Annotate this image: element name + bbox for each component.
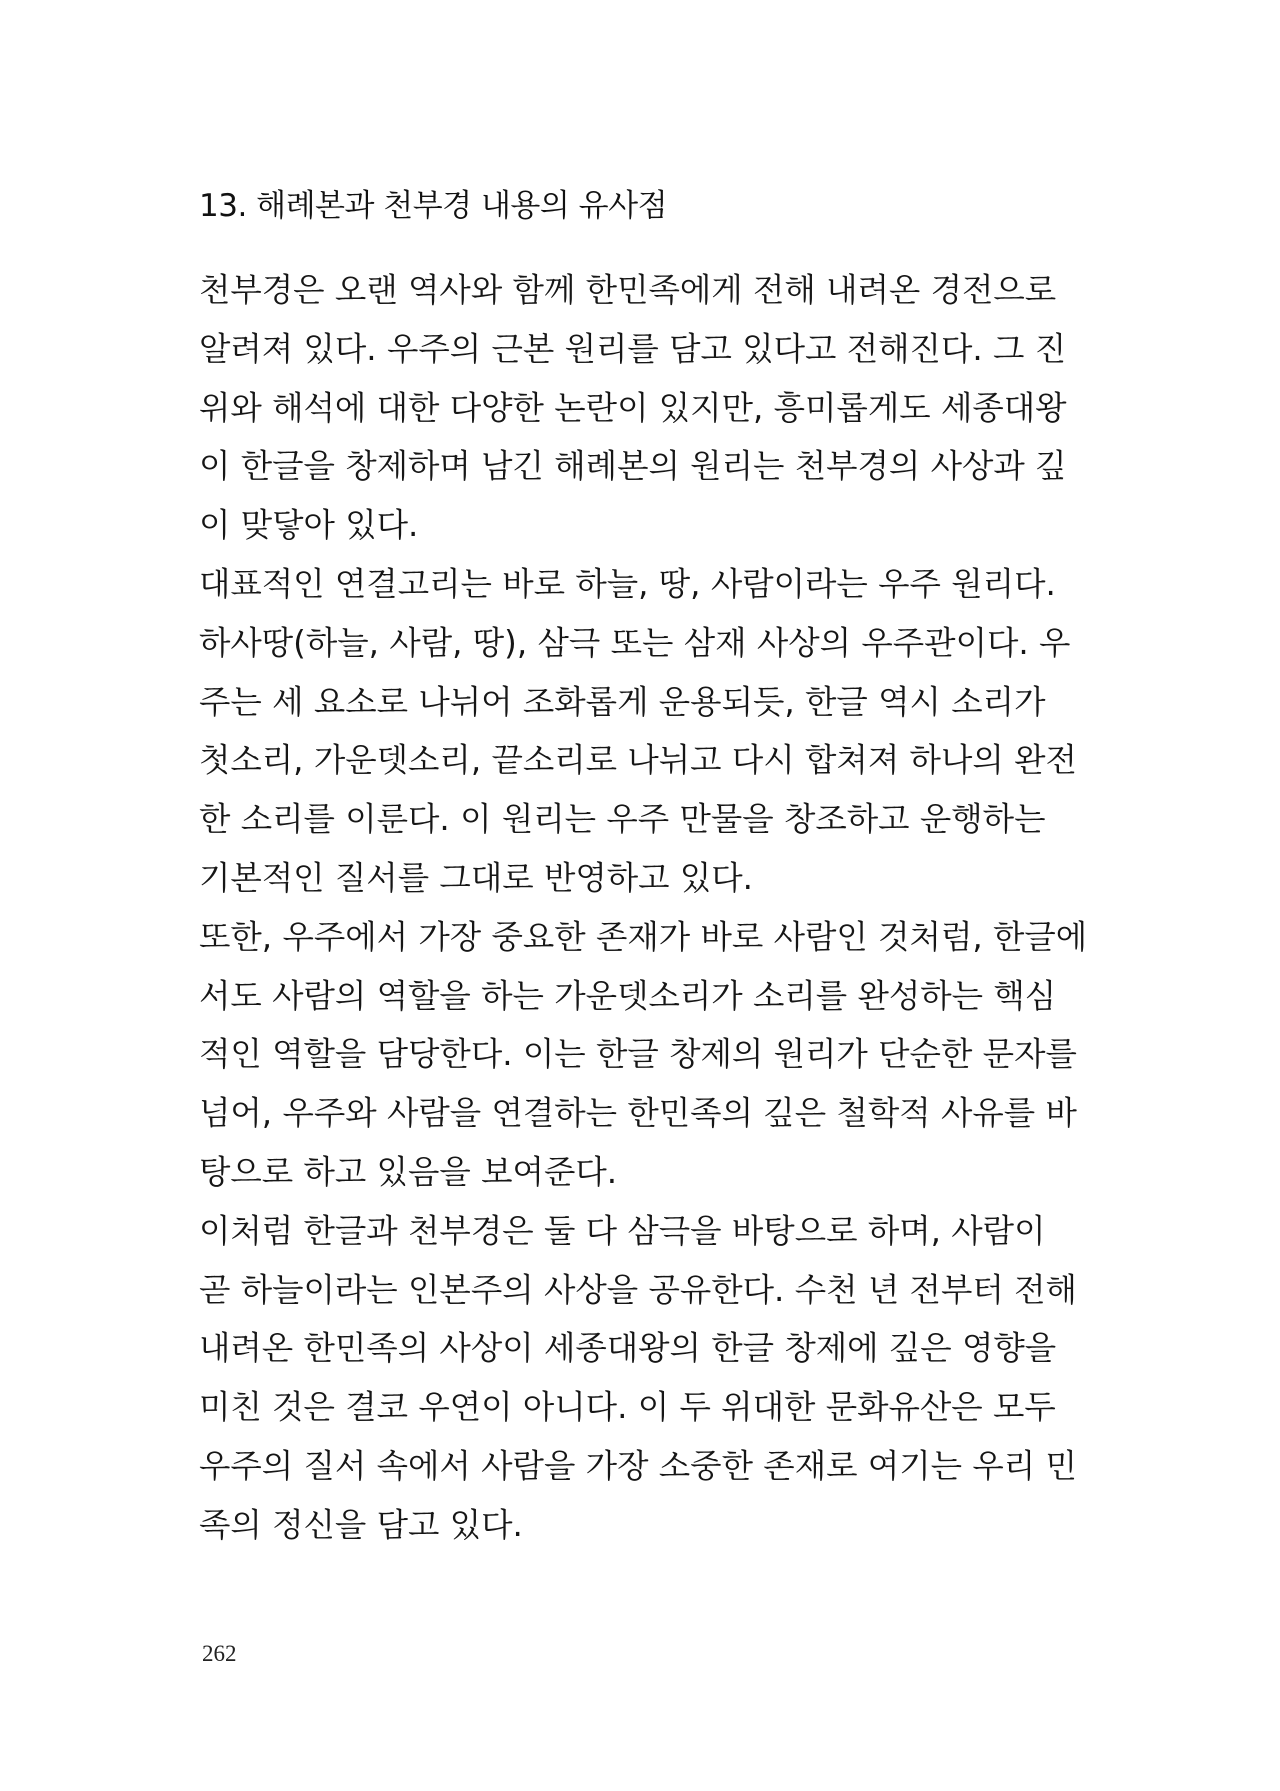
text-line: 서도 사람의 역할을 하는 가운뎃소리가 소리를 완성하는 핵심	[199, 976, 1057, 1015]
body-text	[199, 261, 1119, 1555]
chapter-title: 13. 해례본과 천부경 내용의 유사점	[199, 188, 668, 224]
text-line: 대표적인 연결고리는 바로 하늘, 땅, 사람이라는 우주 원리다.	[199, 564, 1056, 603]
text-line: 첫소리, 가운뎃소리, 끝소리로 나뉘고 다시 합쳐져 하나의 완전	[199, 741, 1077, 780]
text-line: 위와 해석에 대한 다양한 논란이 있지만, 흥미롭게도 세종대왕	[199, 388, 1067, 427]
text-line: 이처럼 한글과 천부경은 둘 다 삼극을 바탕으로 하며, 사람이	[199, 1211, 1046, 1250]
text-line: 주는 세 요소로 나뉘어 조화롭게 운용되듯, 한글 역시 소리가	[199, 682, 1046, 721]
page-number: 262	[202, 1641, 237, 1666]
text-line: 내려온 한민족의 사상이 세종대왕의 한글 창제에 깊은 영향을	[199, 1329, 1057, 1368]
text-line: 곧 하늘이라는 인본주의 사상을 공유한다. 수천 년 전부터 전해	[199, 1270, 1077, 1309]
text-line: 천부경은 오랜 역사와 함께 한민족에게 전해 내려온 경전으로	[199, 271, 1057, 309]
text-line: 우주의 질서 속에서 사람을 가장 소중한 존재로 여기는 우리 민	[199, 1446, 1077, 1485]
text-line: 또한, 우주에서 가장 중요한 존재가 바로 사람인 것처럼, 한글에	[199, 917, 1088, 956]
text-line: 하사땅(하늘, 사람, 땅), 삼극 또는 삼재 사상의 우주관이다. 우	[199, 623, 1071, 662]
text-line: 이 한글을 창제하며 남긴 해례본의 원리는 천부경의 사상과 깊	[199, 447, 1067, 486]
text-line: 넘어, 우주와 사람을 연결하는 한민족의 깊은 철학적 사유를 바	[199, 1094, 1077, 1133]
text-line: 한 소리를 이룬다. 이 원리는 우주 만물을 창조하고 운행하는	[199, 800, 1046, 839]
text-line: 탕으로 하고 있음을 보여준다.	[199, 1152, 618, 1191]
text-line: 적인 역할을 담당한다. 이는 한글 창제의 원리가 단순한 문자를	[199, 1035, 1077, 1074]
text-line: 이 맞닿아 있다.	[199, 506, 419, 545]
text-line: 기본적인 질서를 그대로 반영하고 있다.	[199, 858, 753, 897]
text-line: 미친 것은 결코 우연이 아니다. 이 두 위대한 문화유산은 모두	[199, 1388, 1056, 1427]
text-line: 알려져 있다. 우주의 근본 원리를 담고 있다고 전해진다. 그 진	[199, 329, 1067, 368]
text-line: 족의 정신을 담고 있다.	[199, 1505, 523, 1544]
